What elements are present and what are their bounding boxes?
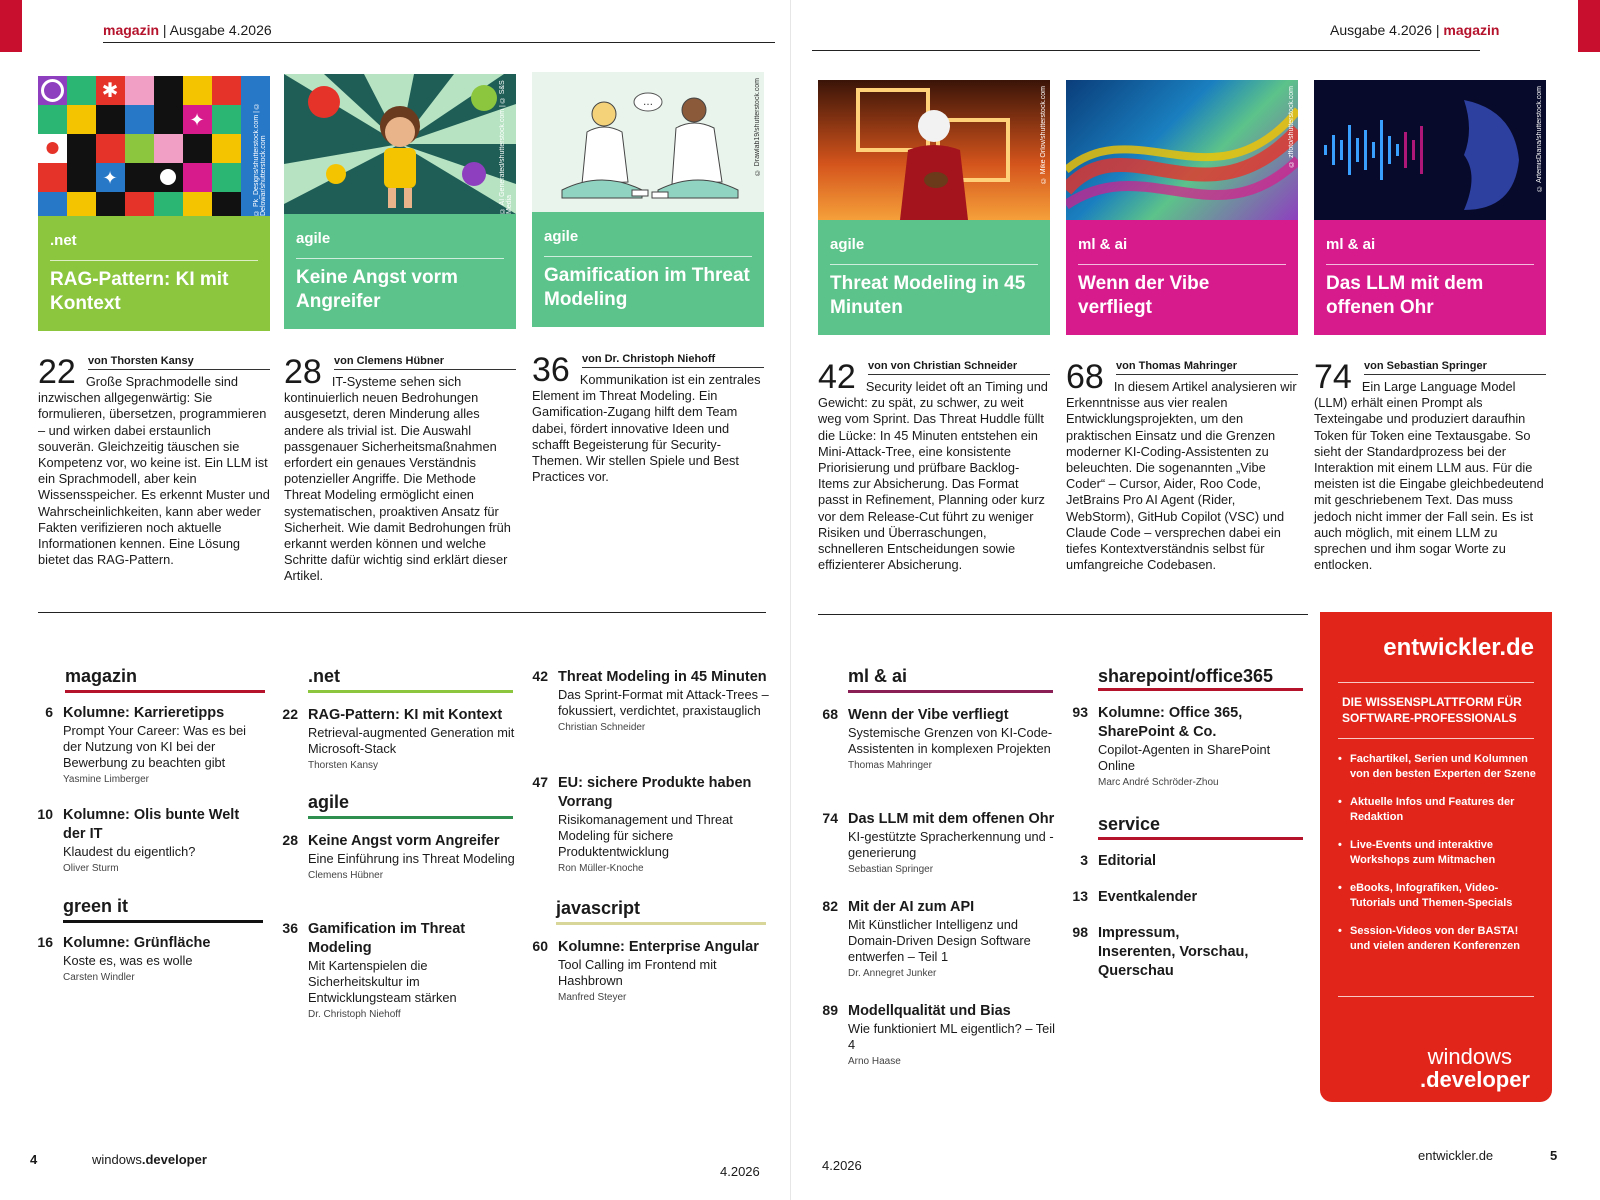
left-running-head: magazin | Ausgabe 4.2026 bbox=[103, 22, 272, 38]
page-number: 22 bbox=[38, 353, 76, 391]
teaser-text: Kommunikation ist ein zentrales Element im Threat Modeling. Ein Gamification-Zugang hilft dem Team dabei, fördert innovative Ideen und schafft Begeisterung für Security-Themen. Wir stellen Spiele und Best Practices vor. bbox=[532, 372, 761, 485]
card-band bbox=[38, 216, 270, 331]
section-rule bbox=[65, 690, 265, 693]
section-rule bbox=[308, 816, 513, 819]
toc-entry[interactable]: 3 Editorial bbox=[1080, 852, 1157, 869]
card-band bbox=[1314, 220, 1546, 335]
card-image-geometric bbox=[38, 76, 270, 216]
card-category: agile bbox=[830, 236, 865, 253]
page-corner-right bbox=[1578, 0, 1600, 52]
card-title: RAG-Pattern: KI mit Kontext bbox=[50, 269, 229, 314]
section-rule bbox=[1098, 837, 1303, 840]
teaser-68 bbox=[1066, 360, 1298, 573]
card-title: Gamification im Threat Modeling bbox=[544, 265, 750, 310]
toc-entry[interactable]: 47 EU: sichere Produkte haben Vorrang Risikomanagement und Threat Modeling für sichere Produktentwicklung Ron Müller-Knoche bbox=[532, 774, 752, 874]
svg-text:…: … bbox=[643, 97, 653, 108]
section-heading-net: .net bbox=[308, 666, 341, 686]
section-heading-javascript: javascript bbox=[556, 898, 641, 918]
teaser-42 bbox=[818, 360, 1050, 573]
footer-magazine-name: windows.developer bbox=[92, 1152, 207, 1167]
entwickler-logo: entwickler.de bbox=[1383, 634, 1534, 661]
section-rule bbox=[63, 920, 263, 923]
ad-bullet: • Session-Videos von der BASTA! und vielen anderen Konferenzen bbox=[1338, 924, 1538, 954]
teaser-74 bbox=[1314, 360, 1546, 573]
section-rule bbox=[556, 922, 766, 925]
footer-page-number-right: 5 bbox=[1550, 1148, 1558, 1163]
card-image-football-fire bbox=[818, 80, 1050, 220]
toc-entry[interactable]: 13 Eventkalender bbox=[1072, 888, 1198, 905]
image-credit: © AI Generated/shutterstock.com | © S&S Media bbox=[499, 80, 513, 214]
left-toc-separator bbox=[38, 612, 766, 613]
svg-text:✦: ✦ bbox=[102, 168, 118, 189]
section-heading-mlai: ml & ai bbox=[848, 666, 908, 686]
card-category: .net bbox=[50, 232, 77, 249]
footer-issue-right: 4.2026 bbox=[822, 1158, 862, 1173]
toc-entry[interactable]: 28 Keine Angst vorm Angreifer Eine Einführung ins Threat Modeling Clemens Hübner bbox=[282, 832, 515, 881]
card-category: agile bbox=[544, 228, 579, 245]
page-gutter bbox=[790, 0, 791, 1200]
image-credit: © zffoto/shutterstock.com bbox=[1288, 86, 1295, 167]
toc-entry[interactable]: 93 Kolumne: Office 365, SharePoint & Co. Copilot-Agenten in SharePoint Online Marc André Schröder-Zhou bbox=[1072, 704, 1271, 788]
windows-developer-logo-suffix: .developer bbox=[1419, 1067, 1530, 1092]
svg-text:✱: ✱ bbox=[101, 78, 119, 102]
teaser-author: von von Christian Schneider bbox=[868, 360, 1050, 375]
teaser-author: von Thorsten Kansy bbox=[88, 355, 270, 370]
page-number: 28 bbox=[284, 353, 322, 391]
teaser-36 bbox=[532, 353, 764, 485]
ad-bullet: • Live-Events und interaktive Workshops zum Mitmachen bbox=[1338, 838, 1538, 868]
image-credit: © Pk_Designs/shutterstock.com | © Delowar/shutterstock.com bbox=[253, 102, 267, 216]
card-image-sound-face bbox=[1314, 80, 1546, 220]
teaser-22 bbox=[38, 355, 270, 568]
footer-page-number-left: 4 bbox=[30, 1152, 38, 1167]
teaser-text: Ein Large Language Model (LLM) erhält einen Prompt als Texteingabe und produziert daraufhin Token für Token eine Textausgabe. So sieht der Standardprozess bei der Interaktion mit einem LLM aus. Für die meisten ist die Eingabe gleichbedeutend mit geschriebenem Text. Das muss jedoch nicht immer der Fall sein. Es ist auch möglich, mit einem LLM zu sprechen und ihm sogar Worte zu entlocken. bbox=[1314, 379, 1544, 573]
card-category: ml & ai bbox=[1078, 236, 1128, 253]
card-title: Threat Modeling in 45 Minuten bbox=[830, 273, 1026, 318]
ad-bullets bbox=[1338, 752, 1538, 967]
card-title: Das LLM mit dem offenen Ohr bbox=[1326, 273, 1484, 318]
card-band bbox=[1066, 220, 1298, 335]
page-corner-left bbox=[0, 0, 22, 52]
image-credit: © Drawlab19/shutterstock.com bbox=[754, 78, 761, 176]
toc-entry[interactable]: 10 Kolumne: Olis bunte Welt der IT Klaudest du eigentlich? Oliver Sturm bbox=[37, 806, 240, 874]
card-band bbox=[532, 212, 764, 327]
toc-entry[interactable]: 98 Impressum, Inserenten, Vorschau, Querschau bbox=[1072, 924, 1249, 979]
entwickler-ad-box[interactable] bbox=[1320, 612, 1552, 1102]
toc-entry[interactable]: 82 Mit der AI zum API Mit Künstlicher Intelligenz und Domain-Driven Design Software entwerfen – Teil 1 Dr. Annegret Junker bbox=[822, 898, 1031, 979]
teaser-text: In diesem Artikel analysieren wir Erkenntnisse aus vier realen Entwicklungsprojekten, um den praktischen Einsatz und die Grenzen moderner KI-Coding-Assistenten zu beleuchten. Die sogenannten „Vibe Coder“ – Cursor, Aider, Roo Code, JetBrains Pro AI Agent (Rider, WebStorm), GitHub Copilot (VSC) und Claude Code – versprechen dabei ein tiefes Kontextverständnis selbst für umfangreiche Codebasen. bbox=[1066, 379, 1297, 573]
teaser-author: von Sebastian Springer bbox=[1364, 360, 1546, 375]
teaser-text: IT-Systeme sehen sich kontinuierlich neuen Bedrohungen ausgesetzt, deren Minderung alles andere als trivial ist. Die Auswahl passgenauer Sicherheitsmaßnahmen erfordert ein genaues Verständnis potenzieller Angriffe. Die Methode Threat Modeling ermöglicht einen systematischen, proaktiven Ansatz für Sicherheit. Wie damit Bedrohungen früh erkannt werden können und welche Schritte dafür wichtig sind erklärt dieser Artikel. bbox=[284, 374, 511, 584]
toc-entry[interactable]: 60 Kolumne: Enterprise Angular Tool Calling im Frontend mit Hashbrown Manfred Steyer bbox=[532, 938, 759, 1003]
section-heading-magazin: magazin bbox=[65, 666, 138, 686]
teaser-text: Große Sprachmodelle sind inzwischen allgegenwärtig: Sie formulieren, übersetzen, programmieren – und wirken dabei erstaunlich souverän. Gleichzeitig täuschen sie Kompetenz vor, wo keine ist. Ein LLM ist ein Sprachmodell, aber kein Wissensspeicher. Es erkennt Muster und Wahrscheinlichkeiten, kann aber weder Fakten verifizieren noch aktuelle Informationen kennen. Eine Lösung bietet das RAG-Pattern. bbox=[38, 374, 270, 568]
page-number: 42 bbox=[818, 358, 856, 396]
toc-entry[interactable]: 6 Kolumne: Karrieretipps Prompt Your Career: Was es bei der Nutzung von KI bei der Bewerbung zu beachten gibt Yasmine Limberger bbox=[45, 704, 247, 785]
toc-entry[interactable]: 16 Kolumne: Grünfläche Koste es, was es wolle Carsten Windler bbox=[37, 934, 211, 983]
section-heading-greenit: green it bbox=[63, 896, 129, 916]
page-number: 68 bbox=[1066, 358, 1104, 396]
ad-bullet: • Fachartikel, Serien und Kolumnen von den besten Experten der Szene bbox=[1338, 752, 1538, 782]
card-category: ml & ai bbox=[1326, 236, 1376, 253]
ad-tagline: DIE WISSENSPLATTFORM FÜR SOFTWARE-PROFESSIONALS bbox=[1342, 695, 1522, 725]
card-image-waves bbox=[1066, 80, 1298, 220]
teaser-28 bbox=[284, 355, 516, 585]
section-rule bbox=[848, 690, 1053, 693]
section-heading-service: service bbox=[1098, 814, 1161, 834]
footer-issue-left: 4.2026 bbox=[720, 1164, 760, 1179]
page-number: 74 bbox=[1314, 358, 1352, 396]
section-heading-agile: agile bbox=[308, 792, 350, 812]
card-title: Keine Angst vorm Angreifer bbox=[296, 267, 458, 312]
card-title: Wenn der Vibe verfliegt bbox=[1078, 273, 1210, 318]
ad-bullet: • eBooks, Infografiken, Video-Tutorials und Themen-Specials bbox=[1338, 881, 1538, 911]
right-running-head: Ausgabe 4.2026 | magazin bbox=[1330, 22, 1500, 38]
toc-entry[interactable]: 74 Das LLM mit dem offenen Ohr KI-gestützte Spracherkennung und -generierung Sebastian Springer bbox=[822, 810, 1055, 875]
ad-bullet: • Aktuelle Infos und Features der Redaktion bbox=[1338, 795, 1538, 825]
right-header-rule bbox=[812, 50, 1480, 51]
windows-developer-logo: windows bbox=[1427, 1044, 1512, 1069]
teaser-author: von Thomas Mahringer bbox=[1116, 360, 1298, 375]
card-image-cartoon bbox=[284, 74, 516, 214]
card-band bbox=[818, 220, 1050, 335]
left-header-rule bbox=[103, 42, 775, 43]
image-credit: © ArtemisDiana/shutterstock.com bbox=[1536, 86, 1543, 192]
toc-entry[interactable]: 36 Gamification im Threat Modeling Mit Kartenspielen die Sicherheitskultur im Entwicklungsteam stärken Dr. Christoph Niehoff bbox=[282, 920, 466, 1020]
toc-entry[interactable]: 42 Threat Modeling in 45 Minuten Das Sprint-Format mit Attack-Trees – fokussiert, verdichtet, praxistauglich Christian Schneider bbox=[532, 668, 769, 733]
toc-entry[interactable]: 89 Modellqualität und Bias Wie funktioniert ML eigentlich? – Teil 4 Arno Haase bbox=[822, 1002, 1055, 1067]
toc-entry[interactable]: 22 RAG-Pattern: KI mit Kontext Retrieval-augmented Generation mit Microsoft-Stack Thorsten Kansy bbox=[282, 706, 515, 771]
image-credit: © Mike Orlov/shutterstock.com bbox=[1040, 86, 1047, 184]
card-band bbox=[284, 214, 516, 329]
teaser-text: Security leidet oft an Timing und Gewicht: zu spät, zu schwer, zu weit weg vom Sprint. Das Threat Huddle füllt die Lücke: In 45 Minuten entstehen ein Mini-Attack-Tree, eine konsistente Priorisierung und prüfbare Backlog-Items zur Absicherung. Das Format passt in Refinement, Planning oder kurz vor dem Release-Cut führt zu weniger Risiken und Überraschungen, schnelleren Entscheidungen sowie effizienterer Absicherung. bbox=[818, 379, 1048, 573]
teaser-author: von Dr. Christoph Niehoff bbox=[582, 353, 764, 368]
teaser-author: von Clemens Hübner bbox=[334, 355, 516, 370]
page-number: 36 bbox=[532, 351, 570, 389]
card-category: agile bbox=[296, 230, 331, 247]
footer-site: entwickler.de bbox=[1418, 1148, 1494, 1163]
section-rule bbox=[1098, 688, 1303, 691]
svg-text:✦: ✦ bbox=[189, 110, 205, 131]
right-toc-separator bbox=[818, 614, 1308, 615]
section-heading-sharepoint: sharepoint/office365 bbox=[1098, 666, 1274, 686]
toc-entry[interactable]: 68 Wenn der Vibe verfliegt Systemische Grenzen von KI-Code-Assistenten in komplexen Projekten Thomas Mahringer bbox=[822, 706, 1053, 771]
card-image-people-cards bbox=[532, 72, 764, 212]
section-rule bbox=[308, 690, 513, 693]
